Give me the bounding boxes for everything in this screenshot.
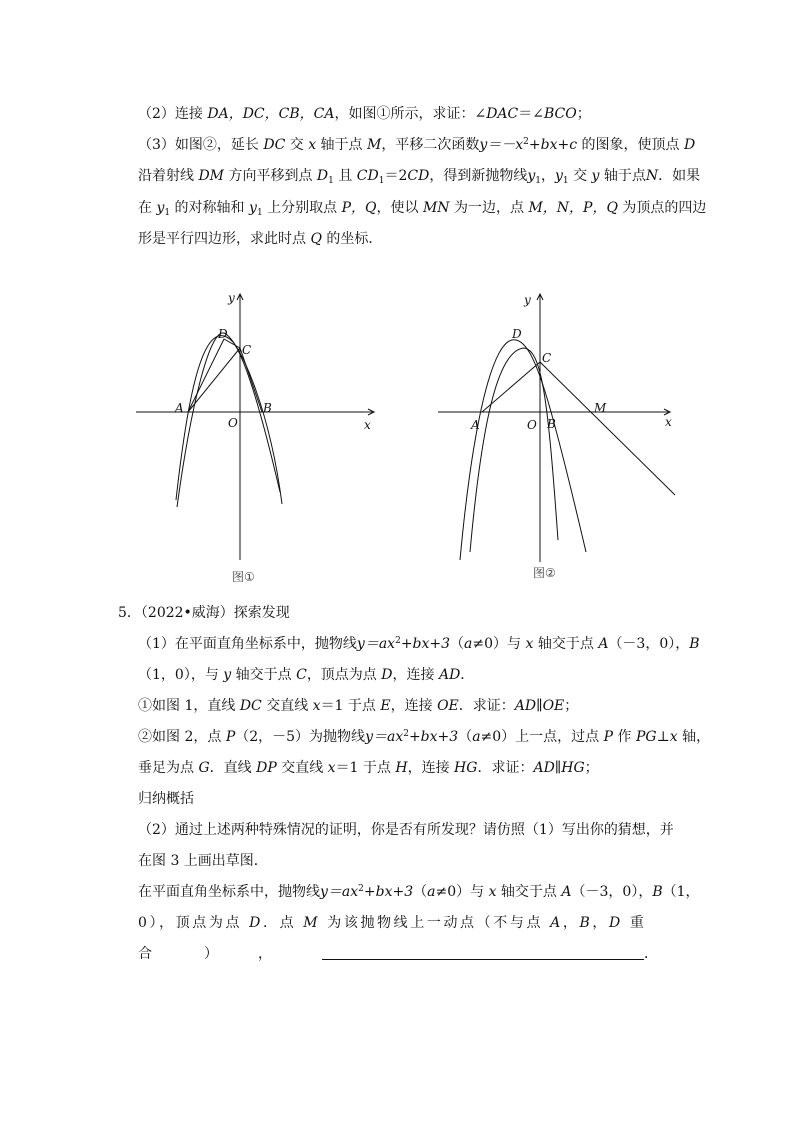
fig1-label-d: D: [218, 327, 228, 341]
fig1-label-y: y: [228, 291, 235, 305]
fig2-label-m: M: [594, 401, 607, 415]
q5-part2-line-5: 合 ） ， ．: [138, 946, 658, 962]
fig1-segment-cb: [240, 348, 262, 412]
part2-line: （2）连接 DA，DC，CB，CA，如图①所示，求证：∠DAC＝∠BCO；: [138, 106, 591, 122]
part2-number: （2）: [138, 106, 175, 122]
q5-part2-line-4: 0），顶点为点 D．点 M 为该抛物线上一动点（不与点 A，B，D 重: [138, 915, 647, 931]
fig2-segment-ac: [482, 362, 540, 412]
figure-2: [430, 290, 690, 590]
q5-part2-line-2: 在图 3 上画出草图．: [138, 853, 268, 869]
fig2-caption: 图②: [533, 566, 556, 580]
fig2-label-a: A: [471, 418, 480, 432]
q5-summary-heading: 归纳概括: [138, 791, 194, 807]
part3-line-3: 在 $y_1$ 的对称轴和 $y_1$ 上分别取点 P，Q，使以 MN 为一边，点 M，N，P，Q 为顶点的四边: [138, 200, 707, 218]
q5-case1: ①如图 1，直线 DC 交直线 x＝1 于点 E，连接 OE．求证：AD∥OE；: [138, 698, 579, 714]
part3-line-4: 形是平行四边形，求此时点 Q 的坐标．: [138, 231, 383, 247]
fig2-label-d: D: [512, 327, 522, 341]
fig1-segment-ac: [188, 348, 240, 412]
fig2-segment-cm: [540, 362, 675, 495]
fig1-label-a: A: [175, 401, 184, 415]
fig1-label-b: B: [263, 401, 272, 415]
fig1-label-o: O: [228, 416, 238, 430]
q5-part1-line-1: （1）在平面直角坐标系中，抛物线$y=ax^2+bx+3(a\ne 0)$与 x 轴交于点 A（－3，0），B: [138, 636, 700, 652]
figure-1: [130, 282, 390, 592]
q5-part1-line-2: （1，0），与 y 轴交于点 C，顶点为点 D，连接 AD．: [138, 667, 475, 683]
fig2-parabola-2: [470, 348, 558, 552]
fig2-label-c: C: [542, 351, 552, 365]
part3-line-2: 沿着射线 DM 方向平移到点 $D_1$ 且 $CD_1=2CD$，得到新抛物线$y_1$，$y_1$ 交 y 轴于点N．如果: [138, 168, 701, 186]
q5-part2-line-3: 在平面直角坐标系中，抛物线$y=ax^2+bx+3(a\ne 0)$与 x 轴交于点 A（－3，0），B（1，: [138, 884, 700, 900]
q5-part2-line-1: （2）通过上述两种特殊情况的证明，你是否有所发现？请仿照（1）写出你的猜想，并: [138, 822, 674, 838]
fig2-label-x: x: [665, 415, 672, 429]
fig2-label-o: O: [527, 418, 537, 432]
fig2-parabola: [460, 340, 586, 560]
q5-case2-line-1: ②如图 2，点 P（2，－5）为抛物线$y=ax^2+bx+3(a\ne 0)$上一点，过点 P 作 PG⊥x 轴，: [138, 729, 711, 745]
fig1-label-c: C: [242, 343, 252, 357]
answer-blank[interactable]: [322, 945, 644, 960]
fig1-label-x: x: [364, 418, 371, 432]
q5-heading: 5．（2022•威海）探索发现: [118, 605, 290, 621]
q5-case2-line-2: 垂足为点 G．直线 DP 交直线 x＝1 于点 H，连接 HG．求证：AD∥HG；: [138, 760, 599, 776]
fig2-label-b: B: [547, 417, 556, 431]
fig2-label-y: y: [524, 293, 531, 307]
fig1-caption: 图①: [232, 570, 255, 584]
part3-line-1: （3）如图②，延长 DC 交 x 轴于点 M，平移二次函数$y=-x^2+bx+c$ 的图象，使顶点 D: [138, 137, 696, 153]
